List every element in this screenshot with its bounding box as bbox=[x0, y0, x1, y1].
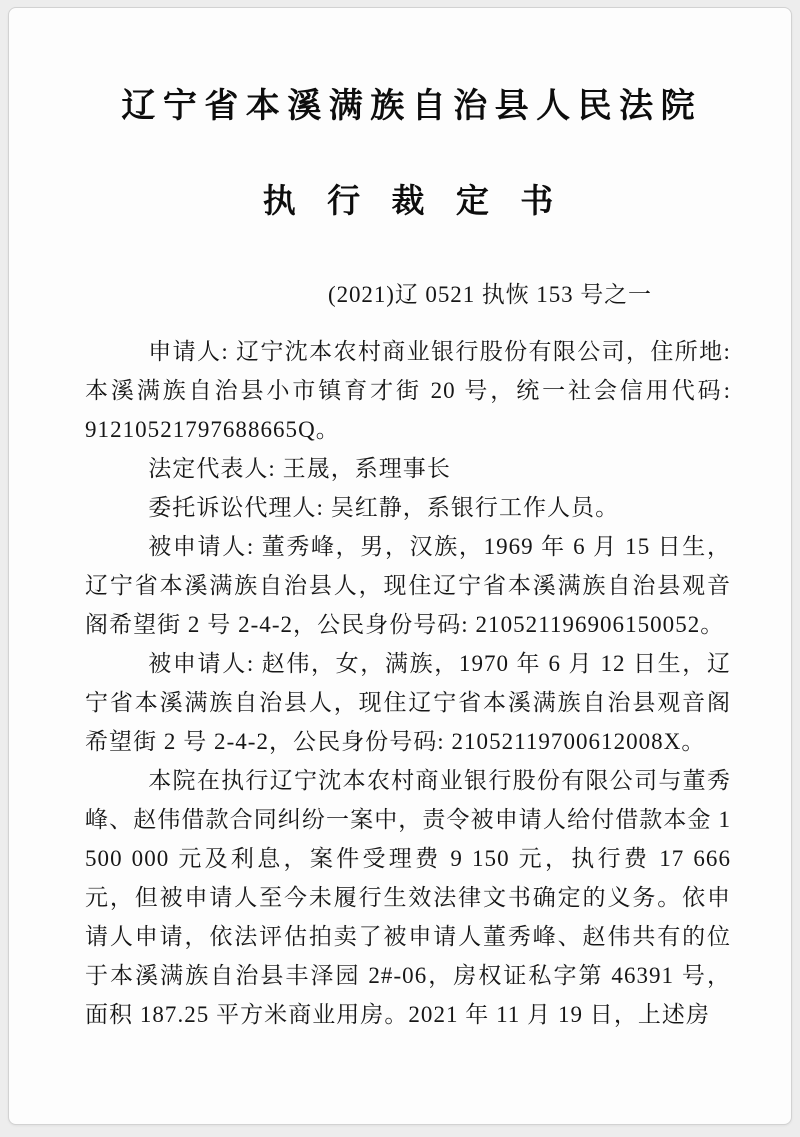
paragraph-legal-representative: 法定代表人: 王晟，系理事长 bbox=[148, 456, 451, 481]
paragraph-litigation-agent: 委托诉讼代理人: 吴红静，系银行工作人员。 bbox=[148, 495, 620, 520]
document-body bbox=[85, 332, 731, 1034]
document-page bbox=[8, 7, 792, 1125]
case-number: (2021)辽 0521 执恢 153 号之一 bbox=[328, 282, 652, 307]
paragraph-respondent-1: 被申请人: 董秀峰，男，汉族，1969 年 6 月 15 日生，辽宁省本溪满族自治县人，现住辽宁省本溪满族自治县观音阁希望街 2 号 2-4-2，公民身份号码: 210521196906150052。 bbox=[85, 534, 731, 637]
court-name: 辽宁省本溪满族自治县人民法院 bbox=[121, 88, 703, 125]
paragraph-applicant: 申请人: 辽宁沈本农村商业银行股份有限公司，住所地: 本溪满族自治县小市镇育才街 20 号，统一社会信用代码: 91210521797688665Q。 bbox=[85, 339, 731, 442]
paragraph-case-findings: 本院在执行辽宁沈本农村商业银行股份有限公司与董秀峰、赵伟借款合同纠纷一案中，责令被申请人给付借款本金 1 500 000 元及利息，案件受理费 9 150 元，执行费 17 666 元，但被申请人至今未履行生效法律文书确定的义务。依申请人申请，依法评估拍卖了被申请人董秀峰、赵伟共有的位于本溪满族自治县丰泽园 2#-06，房权证私字第 46391 号，面积 187.25 平方米商业用房。2021 年 11 月 19 日，上述房 bbox=[85, 768, 731, 1027]
document-title: 执行裁定书 bbox=[262, 184, 585, 220]
paragraph-respondent-2: 被申请人: 赵伟，女，满族，1970 年 6 月 12 日生，辽宁省本溪满族自治县人，现住辽宁省本溪满族自治县观音阁希望街 2 号 2-4-2，公民身份号码: 21052119700612008X。 bbox=[85, 651, 731, 754]
